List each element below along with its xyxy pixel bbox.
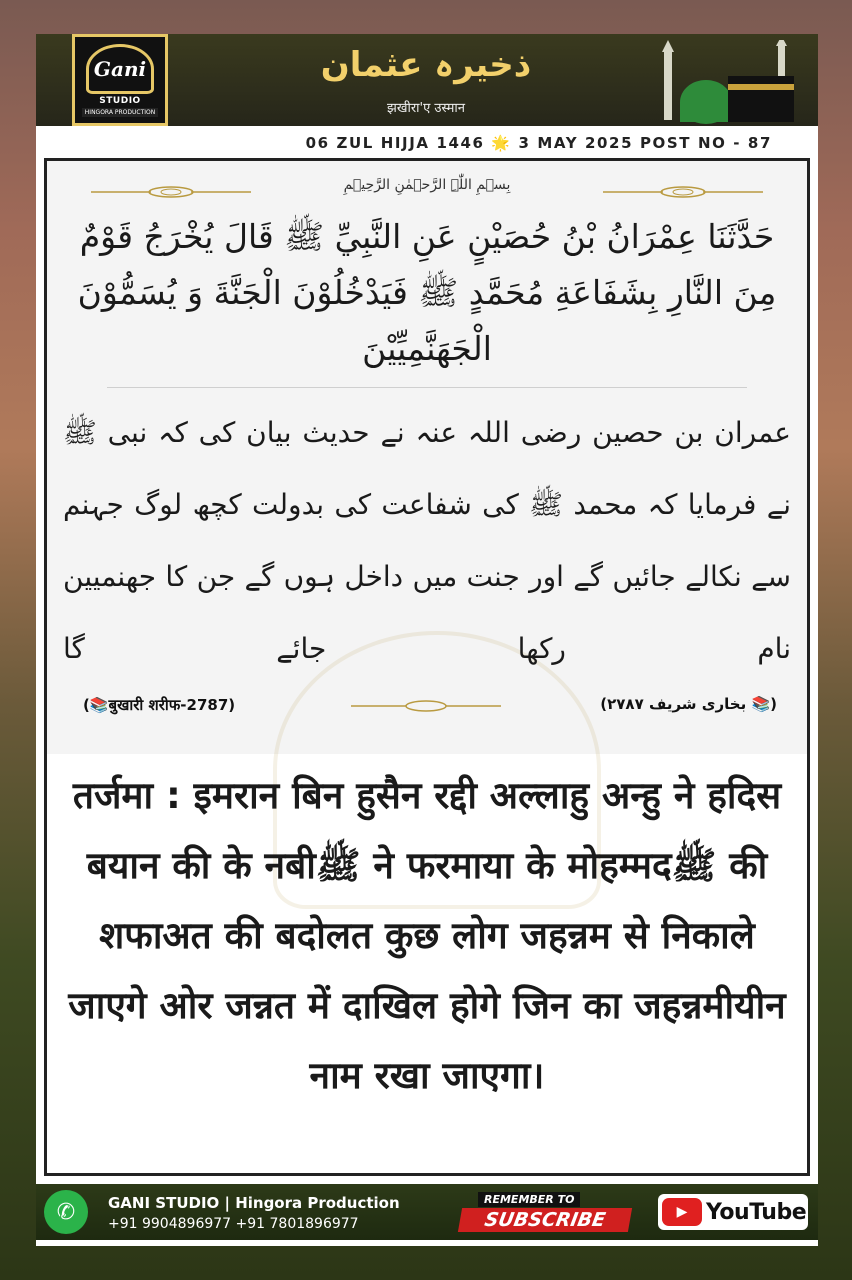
star-icon: 🌟: [491, 134, 512, 152]
ornament-left-icon: [91, 185, 251, 199]
logo-production-text: HINGORA PRODUCTION: [82, 108, 158, 117]
reference-hindi: (📚बुखारी शरीफ-2787): [83, 696, 236, 714]
reference-urdu: (📚 بخاری شریف ۲۷۸۷): [600, 695, 777, 713]
ornament-right-icon: [603, 185, 763, 199]
date-line: [36, 130, 818, 156]
hadith-hindi-translation: तर्जमा : इमरान बिन हुसैन रद्दी अल्लाहु अन्हु ने हदिस बयान की के नबीﷺ ने फरमाया के मोहम्मदﷺ की शफाअत की बदोलत कुछ लोग जहन्नम से निकाले जाएगे ओर जन्नत में दाखिल होगे जिन का जहन्नमीयीन नाम रखा जाएगा।: [68, 774, 786, 1097]
youtube-label: YouTube: [706, 1199, 807, 1225]
youtube-play-icon: ▶: [662, 1198, 702, 1226]
gregorian-date-post-number: 3 MAY 2025 POST NO - 87: [518, 134, 772, 152]
footer-bar: [36, 1184, 818, 1240]
kaaba-mosque-icon: [658, 40, 808, 124]
hadith-top-section: [47, 161, 807, 754]
title-arabic: ذخیرہ عثمان: [320, 45, 532, 85]
youtube-badge[interactable]: [658, 1194, 808, 1230]
bismillah: بِسۡمِ اللّٰہِ الرَّحۡمٰنِ الرَّحِیۡمِ: [343, 177, 511, 193]
subscribe-badge[interactable]: [460, 1192, 630, 1232]
title-hindi: झखीरा'ए उस्मान: [387, 101, 465, 116]
hadith-urdu-text: عمران بن حصین رضی اللہ عنہ نے حدیث بیان کی کہ نبی ﷺ نے فرمایا کہ محمد ﷺ کی شفاعت کی بدولت کچھ لوگ جہنم سے نکالے جائیں گے اور جنت میں داخل ہوں گے جن کا جھنمیین نام رکھا جائے گا: [63, 416, 791, 665]
hadith-panel: [44, 158, 810, 1176]
hijri-date: 06 ZUL HIJJA 1446: [305, 134, 485, 152]
divider-line: [107, 387, 747, 388]
logo-studio-text: STUDIO: [99, 95, 141, 106]
ornament-middle-icon: [351, 699, 501, 713]
contact-name: GANI STUDIO | Hingora Production: [108, 1194, 400, 1212]
header-banner: [36, 34, 818, 126]
whatsapp-icon[interactable]: ✆: [44, 1190, 88, 1234]
remember-to-label: REMEMBER TO: [478, 1192, 580, 1207]
contact-phones: +91 9904896977 +91 7801896977: [108, 1216, 359, 1232]
subscribe-button[interactable]: SUBSCRIBE: [458, 1208, 632, 1232]
gani-studio-logo: [72, 34, 168, 126]
hadith-arabic-text: حَدَّثَنَا عِمْرَانُ بْنُ حُصَيْنٍ عَنِ النَّبِيِّ ﷺ قَالَ يُخْرَجُ قَوْمٌ مِنَ النَّارِ بِشَفَاعَةِ مُحَمَّدٍ ﷺ فَيَدْخُلُوْنَ الْجَنَّةَ وَ يُسَمُّوْنَ الْجَهَنَّمِيِّيْنَ: [77, 217, 777, 368]
logo-dome-icon: Gani: [86, 44, 154, 94]
post-card: [36, 34, 818, 1246]
